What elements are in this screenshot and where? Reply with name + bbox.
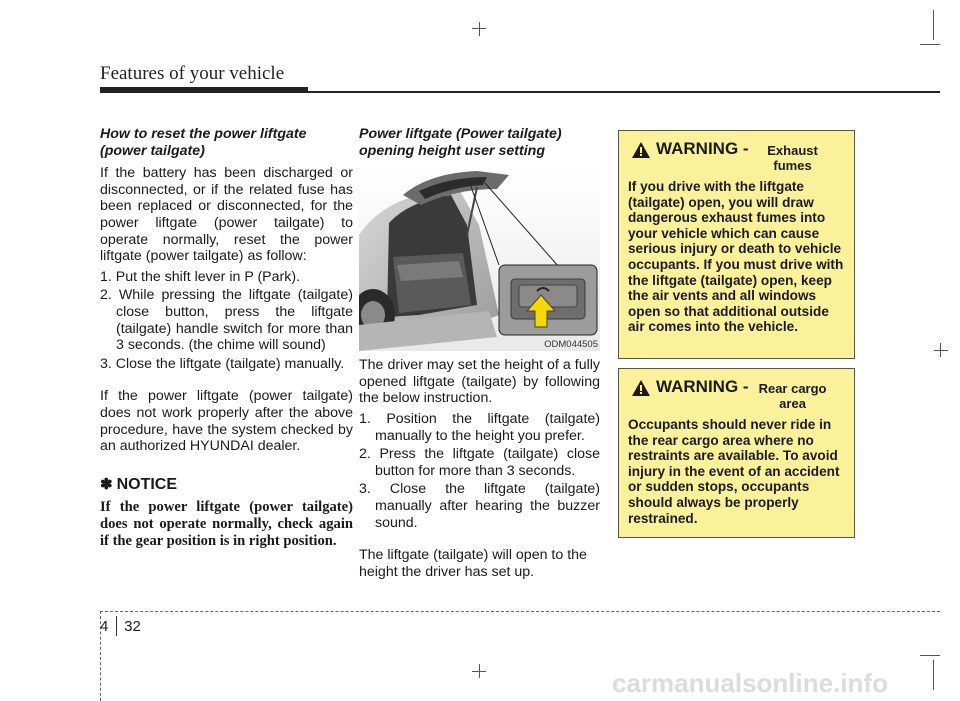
- warning-triangle-icon: [632, 142, 650, 158]
- height-step: 3. Close the liftgate (tailgate) manually after hearing the buzzer sound.: [359, 481, 600, 531]
- notice-icon: ✽: [100, 475, 113, 493]
- crop-mark: [933, 10, 934, 40]
- header-rule: [308, 91, 940, 93]
- crop-mark: [472, 28, 486, 29]
- liftgate-illustration: [359, 165, 600, 351]
- notice-heading: [100, 477, 353, 494]
- page-number-value: 32: [124, 618, 141, 635]
- watermark: carmanualsonline.info: [612, 668, 888, 698]
- reset-intro: If the battery has been discharged or disconnected, or if the related fuse has been replaced or disconnected, for the power liftgate (power tailgate) to operate normally, reset the power liftgate (power tailgate) as follow:: [100, 165, 353, 265]
- height-heading: Power liftgate (Power tailgate) opening height user setting: [359, 126, 562, 159]
- height-intro: The driver may set the height of a fully opened liftgate (tailgate) by following the below instruction.: [359, 357, 600, 407]
- warning-subject: Exhaust fumes: [767, 143, 818, 173]
- warning-triangle-icon: [632, 380, 650, 396]
- height-steps: [359, 411, 600, 531]
- figure-code: ODM044505: [544, 338, 598, 350]
- notice-title: NOTICE: [116, 475, 178, 493]
- warning-header: [628, 377, 846, 411]
- crop-mark: [933, 660, 934, 690]
- crop-mark: [934, 350, 948, 351]
- page-header-title: Features of your vehicle: [100, 63, 285, 84]
- warning-box-exhaust: [618, 130, 855, 359]
- crop-mark: [920, 655, 940, 656]
- height-step: 2. Press the liftgate (tailgate) close button for more than 3 seconds.: [359, 446, 600, 479]
- warning-label: WARNING -: [656, 139, 749, 158]
- warning-label: WARNING -: [656, 377, 749, 396]
- page-number: [100, 618, 141, 635]
- header-bar: [100, 87, 308, 93]
- warning-body: Occupants should never ride in the rear cargo area where no restraints are available. To avoid injury in the event of an accident or sudden stops, occupants should always be properly restrained.: [628, 417, 840, 526]
- reset-heading: How to reset the power liftgate (power tailgate): [100, 126, 307, 159]
- notice-body: If the power liftgate (power tailgate) does not operate normally, check again if the gear position is in right position.: [100, 499, 353, 550]
- footer-rule: [100, 611, 940, 612]
- warning-subject: Rear cargo area: [758, 381, 827, 411]
- crop-mark: [920, 44, 940, 45]
- crop-mark: [472, 671, 486, 672]
- reset-steps: [100, 269, 353, 373]
- reset-step: 3. Close the liftgate (tailgate) manually.: [100, 355, 345, 372]
- warning-body: If you drive with the liftgate (tailgate) open, you will draw dangerous exhaust fumes into your vehicle which can cause serious injury or death to vehicle occupants. If you must drive with the liftgate (tailgate) open, keep the air vents and all windows open so that additional outside air comes into the vehicle.: [628, 179, 844, 335]
- height-step: 1. Position the liftgate (tailgate) manually to the height you prefer.: [359, 410, 600, 444]
- crop-mark: [479, 22, 480, 36]
- warning-header: [628, 139, 846, 173]
- warning-box-cargo: [618, 368, 855, 538]
- reset-followup: If the power liftgate (power tailgate) does not work properly after the above procedure, have the system checked by an authorized HYUNDAI dealer.: [100, 388, 353, 455]
- height-result: The liftgate (tailgate) will open to the height the driver has set up.: [359, 547, 587, 580]
- left-column: [100, 126, 353, 550]
- chapter-number: 4: [100, 618, 109, 635]
- reset-step: 2. While pressing the liftgate (tailgate) close button, press the liftgate (tailgate) handle switch for more than 3 seconds. (the chime will sound): [100, 287, 353, 354]
- reset-step: 1. Put the shift lever in P (Park).: [100, 268, 301, 285]
- page-number-divider: [116, 616, 117, 636]
- liftgate-figure: [359, 165, 600, 351]
- middle-column: [359, 126, 600, 580]
